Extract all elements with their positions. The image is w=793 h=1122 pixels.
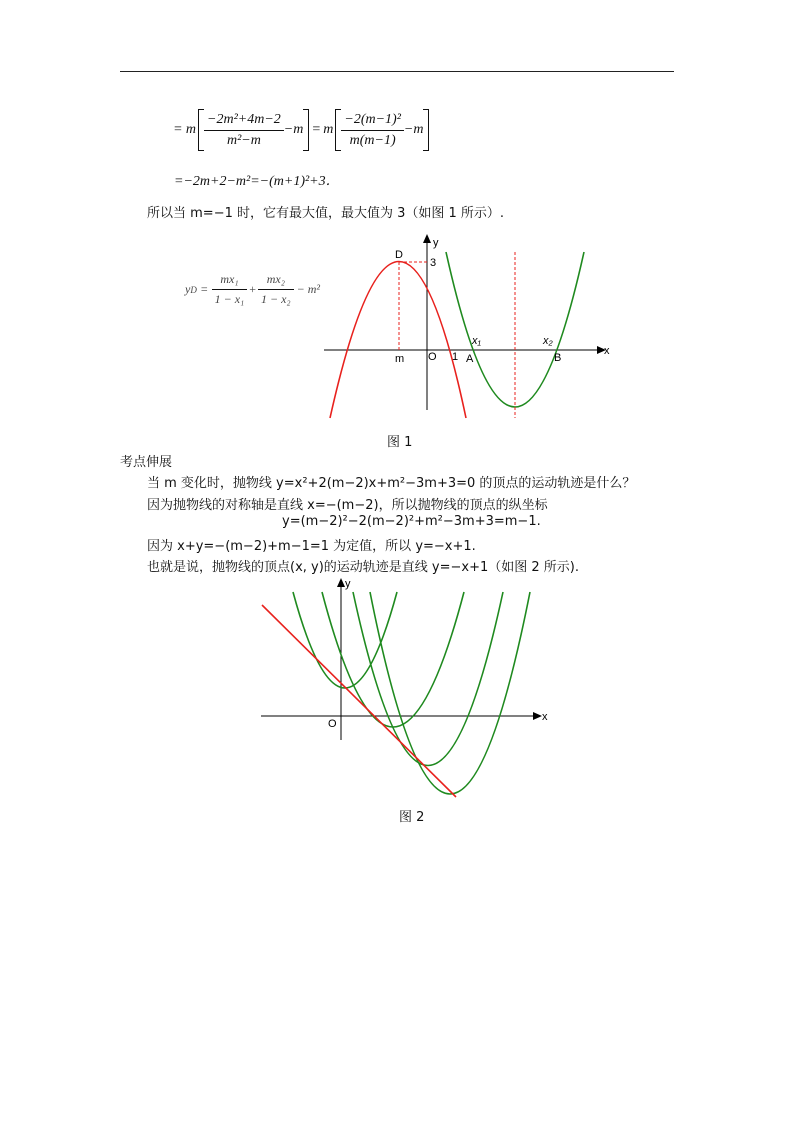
fig2-parabola-2 [322, 592, 464, 727]
fraction-1-den: m²−m [226, 132, 261, 148]
fig1-label-one: 1 [452, 351, 459, 363]
fig2-label-x: x [542, 711, 548, 723]
fig1-y-arrow [423, 234, 431, 243]
right-bracket-2 [423, 109, 429, 151]
formula-fraction-1 [212, 272, 248, 307]
fig1-label-3: 3 [430, 257, 437, 269]
fig2-y-arrow [337, 578, 345, 587]
eq-lead: = [174, 122, 182, 137]
paragraph-1: 所以当 m=−1 时，它有最大值，最大值为 3（如图 1 所示）. [147, 206, 505, 221]
formula-f1-den: 1 − x₁ [214, 292, 245, 306]
fig1-label-y: y [433, 237, 439, 249]
fig1-label-x2: x₂ [543, 335, 553, 347]
right-bracket-1 [303, 109, 309, 151]
fig1-label-x: x [604, 345, 610, 357]
eq-equals: = [312, 122, 321, 137]
fraction-1-num: −2m²+4m−2 [204, 112, 284, 131]
formula-f2-num: mx₂ [258, 272, 294, 290]
fig2-trajectory-line [262, 605, 456, 797]
figure2-caption: 图 2 [399, 810, 425, 825]
fig2-x-arrow [533, 712, 542, 720]
header-rule [120, 71, 674, 72]
figure1-formula: y D = $\frac{\text{mx₁}}{\text{1 − x₁}}$ + $\frac{\text{mx₂}}{\text{1 − x₂}}$ − m² [185, 272, 320, 306]
formula-lhs-sub: D [190, 284, 197, 295]
paragraph-5: 因为 x+y=−(m−2)+m−1=1 为定值，所以 y=−x+1. [147, 539, 476, 554]
fig1-label-A: A [466, 353, 474, 365]
eq-m2: m [323, 122, 334, 137]
formula-fraction-2 [258, 272, 294, 307]
paragraph-3: 因为抛物线的对称轴是直线 x=−(m−2)，所以抛物线的顶点的纵坐标 [147, 498, 548, 513]
section-heading: 考点伸展 [120, 455, 173, 470]
paragraph-2: 当 m 变化时，抛物线 y=x²+2(m−2)x+m²−3m+3=0 的顶点的运动轨迹是什么？ [147, 476, 636, 491]
figure-1 [320, 232, 615, 422]
eq-m1: m [185, 122, 197, 137]
fig1-label-B: B [554, 352, 562, 364]
paragraph-4: y=(m−2)²−2(m−2)²+m²−3m+3=m−1. [282, 514, 541, 529]
fig1-label-D: D [395, 249, 403, 261]
fraction-2-num: −2(m−1)² [341, 112, 404, 131]
fig2-label-y: y [345, 578, 351, 590]
fig1-label-origin: O [428, 351, 437, 363]
formula-f2-den: 1 − x₂ [261, 292, 291, 306]
red-parabola [330, 262, 466, 419]
fig1-label-x1: x₁ [472, 335, 481, 347]
equation-line-2: =−2m+2−m²=−(m+1)²+3． [174, 174, 340, 189]
fig1-label-m: m [395, 353, 405, 365]
figure-2 [255, 575, 555, 800]
formula-tail: − m² [296, 282, 320, 296]
paragraph-6: 也就是说，抛物线的顶点(x, y)的运动轨迹是直线 y=−x+1（如图 2 所示). [147, 560, 580, 575]
fig2-parabola-4 [370, 592, 530, 794]
fraction-1 [204, 112, 284, 149]
formula-f1-num: mx₁ [212, 272, 248, 290]
fig2-label-origin: O [328, 718, 337, 730]
eq-minus-m2: −m [403, 122, 424, 137]
fig2-parabola-1 [293, 592, 397, 688]
formula-lhs: y [185, 282, 191, 296]
fraction-2-den: m(m−1) [349, 132, 396, 148]
fraction-2 [341, 112, 404, 149]
figure1-caption: 图 1 [387, 435, 413, 450]
eq-minus-m1: −m [283, 122, 304, 137]
equation-line-1 [174, 108, 429, 152]
